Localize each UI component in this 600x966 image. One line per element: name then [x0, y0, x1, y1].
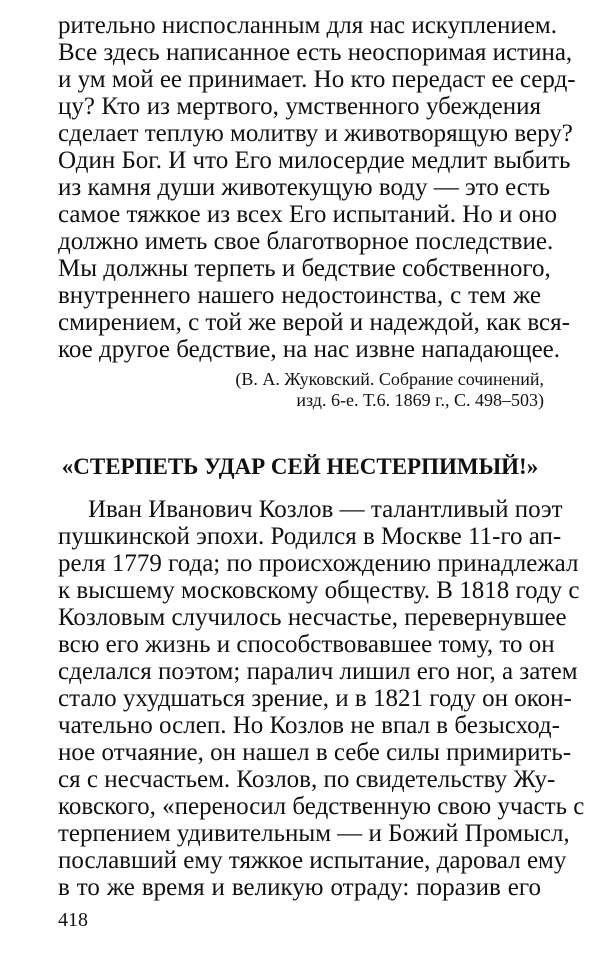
text-line: рительно ниспосланным для нас искуплением.	[58, 12, 557, 39]
text-line: сделает теплую молитву и животворящую веру?	[58, 120, 573, 147]
text-line: ковского, «переносил бедственную свою участь с	[58, 793, 585, 820]
text-line: всю его жизнь и способствовавшее тому, то он	[58, 631, 555, 658]
text-line: Козловым случилось несчастье, перевернувшее	[58, 604, 567, 631]
text-line: смирением, с той же верой и надеждой, как вся-	[58, 309, 570, 336]
text-line: Один Бог. И что Его милосердие медлит выбить	[58, 147, 571, 174]
text-line: сделался поэтом; паралич лишил его ног, а затем	[58, 658, 578, 685]
text-line: кое другое бедствие, на нас извне нападающее.	[58, 336, 561, 363]
text-line: терпением удивительным — и Божий Промысл,	[58, 820, 570, 847]
text-line: к высшему московскому обществу. В 1818 году с	[58, 577, 580, 604]
text-line: реля 1779 года; по происхождению принадлежал	[58, 550, 579, 577]
text-line: стало ухудшаться зрение, и в 1821 году он окон-	[58, 685, 572, 712]
text-line: из камня души животекущую воду — это есть	[58, 174, 551, 201]
text-line: пославший ему тяжкое испытание, даровал ему	[58, 847, 567, 874]
text-line: пушкинской эпохи. Родился в Москве 11-го ап-	[58, 523, 562, 550]
page-number: 418	[58, 909, 88, 931]
citation-line: изд. 6-е. Т.6. 1869 г., С. 498–503)	[296, 390, 544, 410]
text-line: в то же время и великую отраду: поразив его	[58, 874, 541, 901]
text-line: самое тяжкое из всех Его испытаний. Но и оно	[58, 201, 558, 228]
citation-line: (В. А. Жуковский. Собрание сочинений,	[235, 369, 544, 389]
text-line: Иван Иванович Козлов — талантливый поэт	[88, 496, 563, 523]
text-line: Мы должны терпеть и бедствие собственного,	[58, 255, 551, 282]
text-line: Все здесь написанное есть неоспоримая истина,	[58, 39, 573, 66]
text-line: цу? Кто из мертвого, умственного убеждения	[58, 93, 541, 120]
section-title: «СТЕРПЕТЬ УДАР СЕЙ НЕСТЕРПИМЫЙ!»	[61, 454, 539, 479]
text-line: должно иметь свое благотворное последствие.	[58, 228, 554, 255]
text-line: и ум мой ее принимает. Но кто передаст ее серд-	[58, 66, 576, 93]
text-line: ся с несчастьем. Козлов, по свидетельству Жу-	[58, 766, 556, 793]
text-line: внутреннего нашего недостоинства, с тем же	[58, 282, 541, 309]
text-line: ное отчаяние, он нашел в себе силы примирить-	[58, 739, 572, 766]
text-line: чательно ослеп. Но Козлов не впал в безысход-	[58, 712, 560, 739]
